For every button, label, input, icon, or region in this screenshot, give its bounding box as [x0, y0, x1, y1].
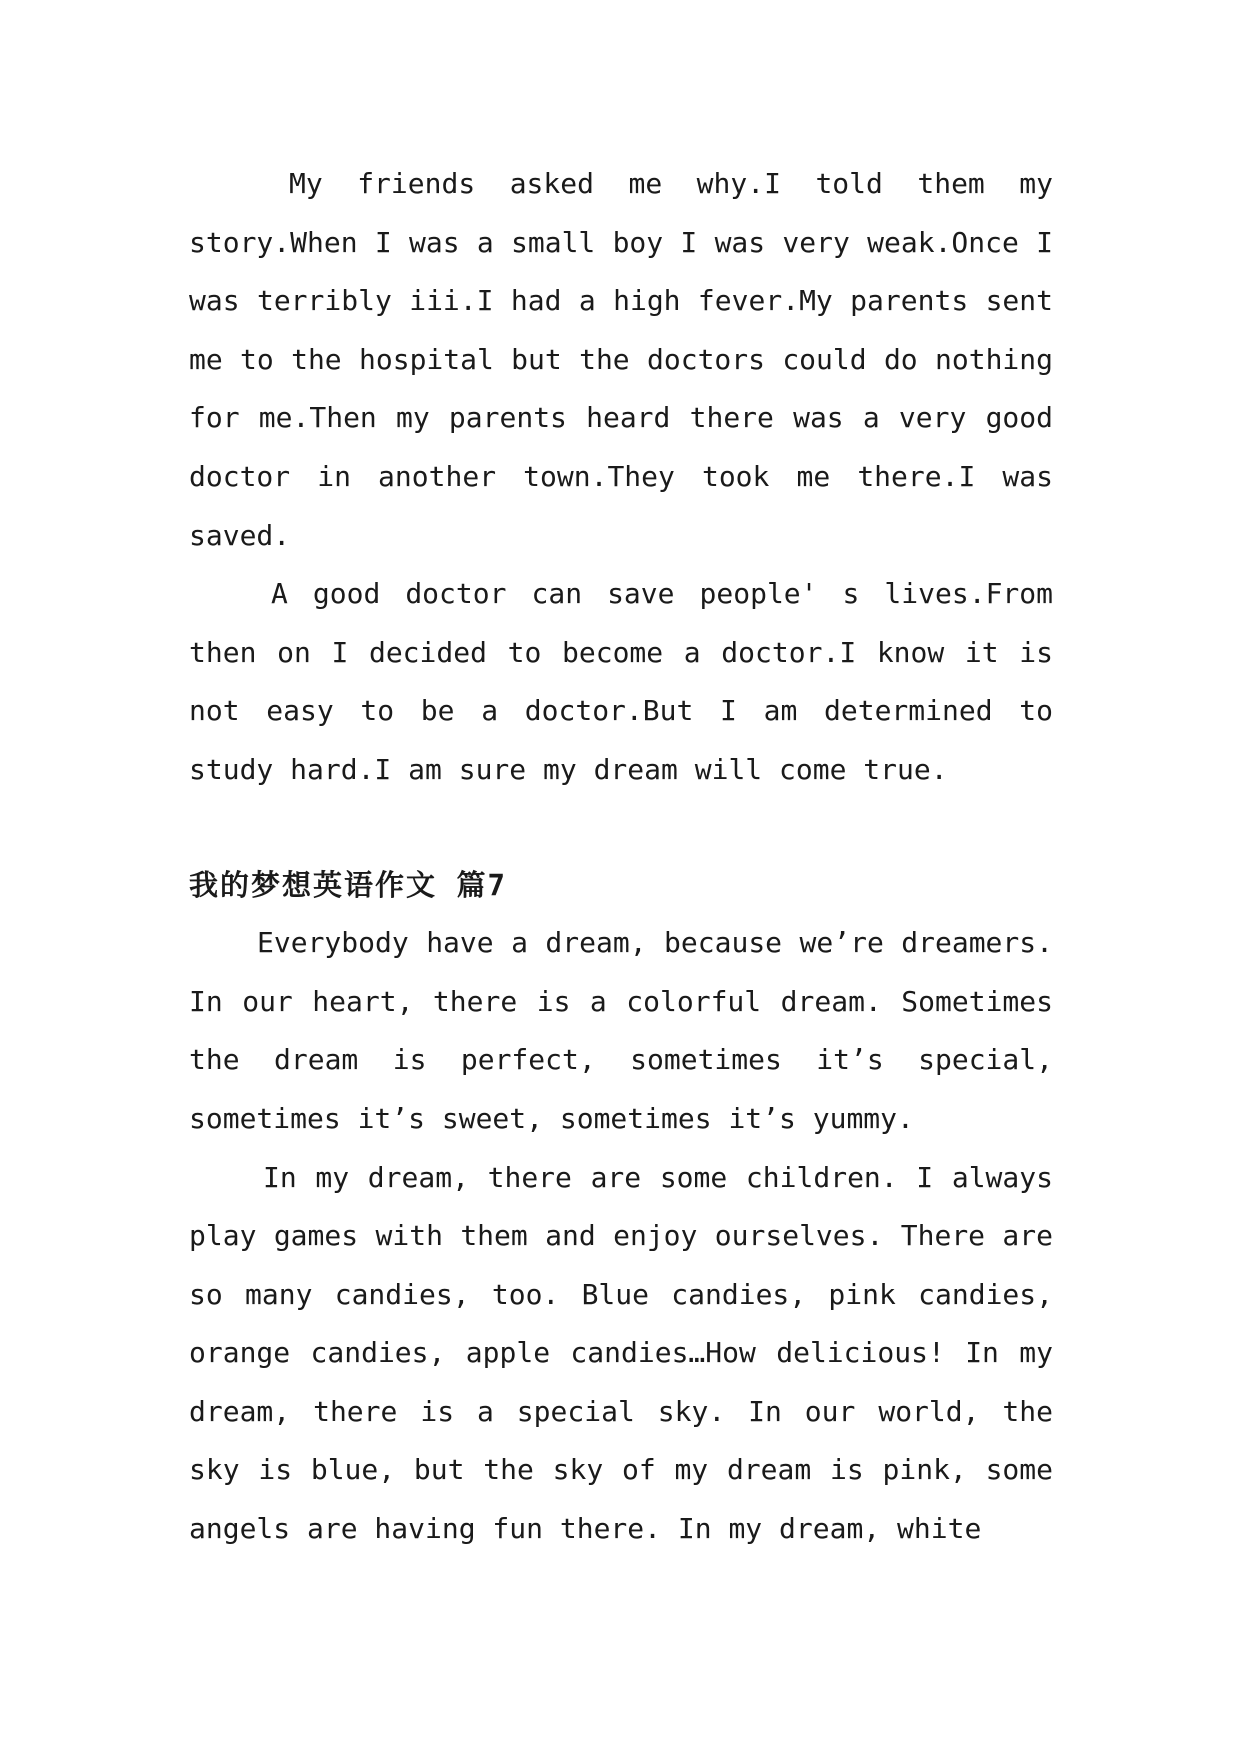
- paragraph-dream-world: In my dream, there are some children. I always play games with them and enjoy ourselves. There are so many candies, too. Blue candies, pink candies, orange candies, apple candies…How delicious! In my dream, there is a special sky. In our world, the sky is blue, but the sky of my dream is pink, some angels are having fun there. In my dream, white: [189, 1160, 1053, 1546]
- document-page: [189, 155, 1053, 1559]
- paragraph-dreamers: Everybody have a dream, because we’re dreamers. In our heart, there is a colorful dream. Sometimes the dream is perfect, sometimes it’s special, sometimes it’s sweet, sometimes it’s yummy.: [189, 926, 1053, 1135]
- essay-heading: 我的梦想英语作文 篇7: [189, 867, 507, 902]
- paragraph-story: My friends asked me why.I told them my story.When I was a small boy I was very weak.Once I was terribly iii.I had a high fever.My parents sent me to the hospital but the doctors could do nothing for me.Then my parents heard there was a very good doctor in another town.They took me there.I was saved.: [189, 167, 1053, 552]
- paragraph-decision: A good doctor can save people' s lives.From then on I decided to become a doctor.I know it is not easy to be a doctor.But I am determined to study hard.I am sure my dream will come true.: [189, 577, 1053, 786]
